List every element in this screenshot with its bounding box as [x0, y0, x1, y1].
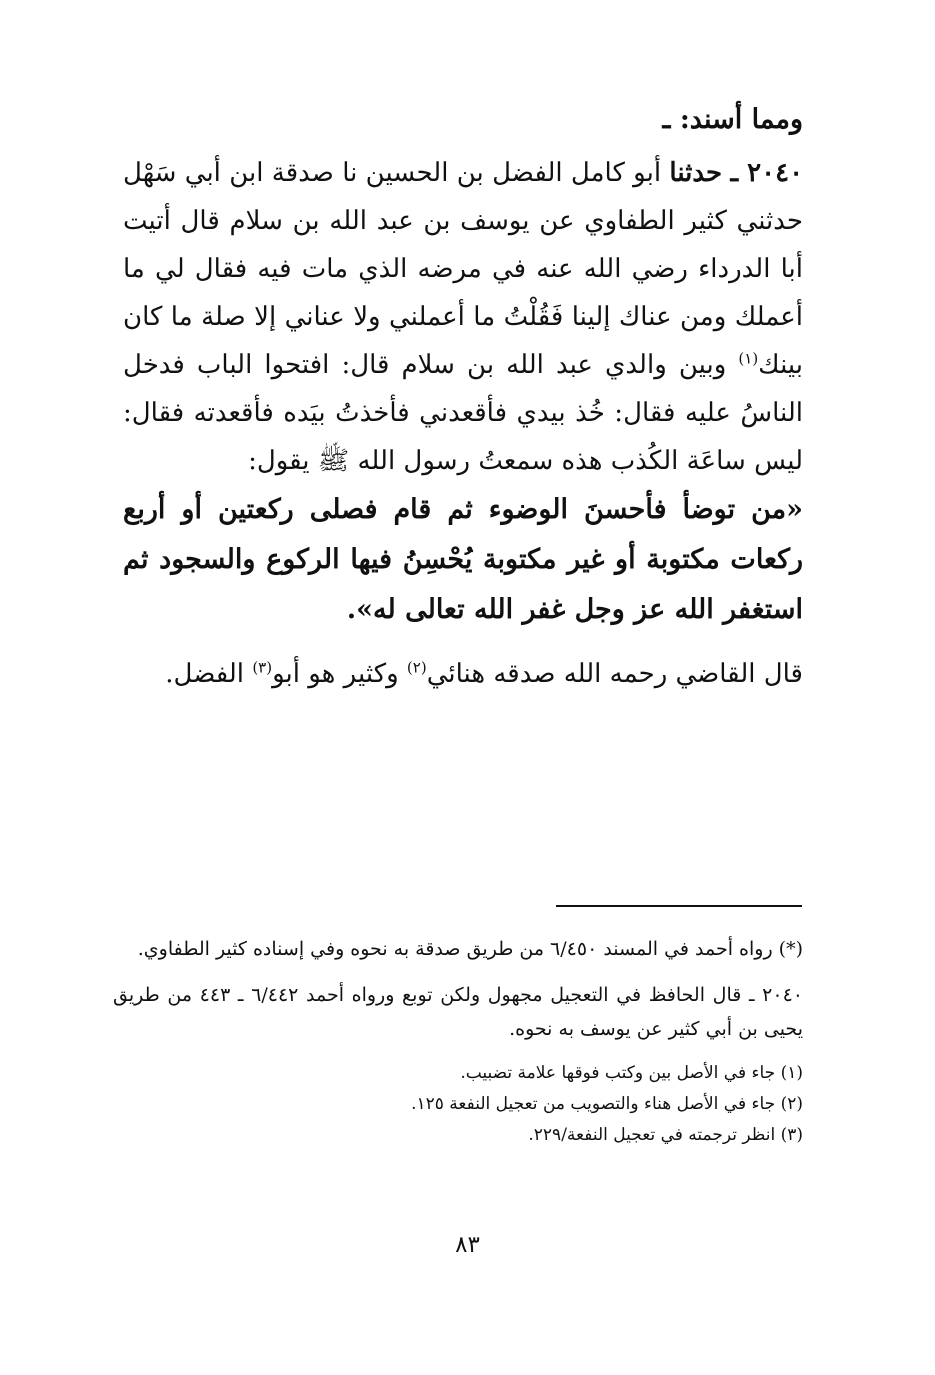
- hadith-chain-text: أبو كامل الفضل بن الحسين نا صدقة ابن أبي سَهْل حدثني كثير الطفاوي عن يوسف بن عبد الله بن سلام قال أتيت أبا الدرداء رضي الله عنه في مرضه الذي مات فيه فقال لي ما أعملك ومن عناك إلينا فَقُلْتُ ما أعملني ولا عناني إلا صلة ما كان بينك: [123, 158, 804, 380]
- footnote-hadith-note: ٢٠٤٠ ـ قال الحافظ في التعجيل مجهول ولكن توبع ورواه أحمد ٦/٤٤٢ ـ ٤٤٣ من طريق يحيى بن أبي كثير عن يوسف به نحوه.: [113, 984, 803, 1040]
- page-number: ٨٣: [455, 1232, 480, 1258]
- footnote-divider: [556, 905, 802, 907]
- hadith-number: ٢٠٤٠ ـ: [730, 158, 804, 188]
- footnote-marker-2: (٢): [406, 658, 427, 677]
- section-heading: ومما أسند: ـ: [662, 104, 803, 135]
- footnote-item-2: (٢) جاء في الأصل هناء والتصويب من تعجيل النفعة ١٢٥.: [411, 1094, 803, 1114]
- footnote-source: (*) رواه أحمد في المسند ٦/٤٥٠ من طريق صدقة به نحوه وفي إسناده كثير الطفاوي.: [137, 938, 803, 960]
- hadith-paragraph: [123, 149, 803, 485]
- commentary-paragraph: [123, 649, 803, 699]
- hadith-story-text: وبين والدي عبد الله بن سلام قال: افتحوا الباب فدخل الناسُ عليه فقال: خُذ بيدي فأقعدني فأخذتُ بيَده فأقعدته فقال: ليس ساعَة الكُذب هذه سمعتُ رسول الله ﷺ يقول:: [123, 350, 803, 476]
- commentary-text-part3: الفضل.: [165, 659, 245, 689]
- footnote-marker-3: (٣): [252, 658, 273, 677]
- footnote-item-1: (١) جاء في الأصل بين وكتب فوقها علامة تضبيب.: [460, 1063, 803, 1083]
- footnotes-block: [113, 932, 803, 1151]
- main-text-block: [123, 95, 803, 699]
- commentary-text-part2: وكثير هو أبو: [272, 659, 399, 689]
- footnote-item-3: (٣) انظر ترجمته في تعجيل النفعة/٢٢٩.: [528, 1125, 803, 1145]
- footnote-marker-1: (١): [738, 349, 759, 368]
- footnote-list: [113, 1058, 803, 1151]
- commentary-text-part1: قال القاضي رحمه الله صدقه هنائي: [426, 659, 803, 689]
- prophet-quote: «من توضأ فأحسنَ الوضوء ثم قام فصلى ركعتين أو أربع ركعات مكتوبة أو غير مكتوبة يُحْسِنُ فيها الركوع والسجود ثم استغفر الله عز وجل غفر الله تعالى له».: [123, 494, 803, 625]
- narration-verb: حدثنا: [669, 158, 723, 188]
